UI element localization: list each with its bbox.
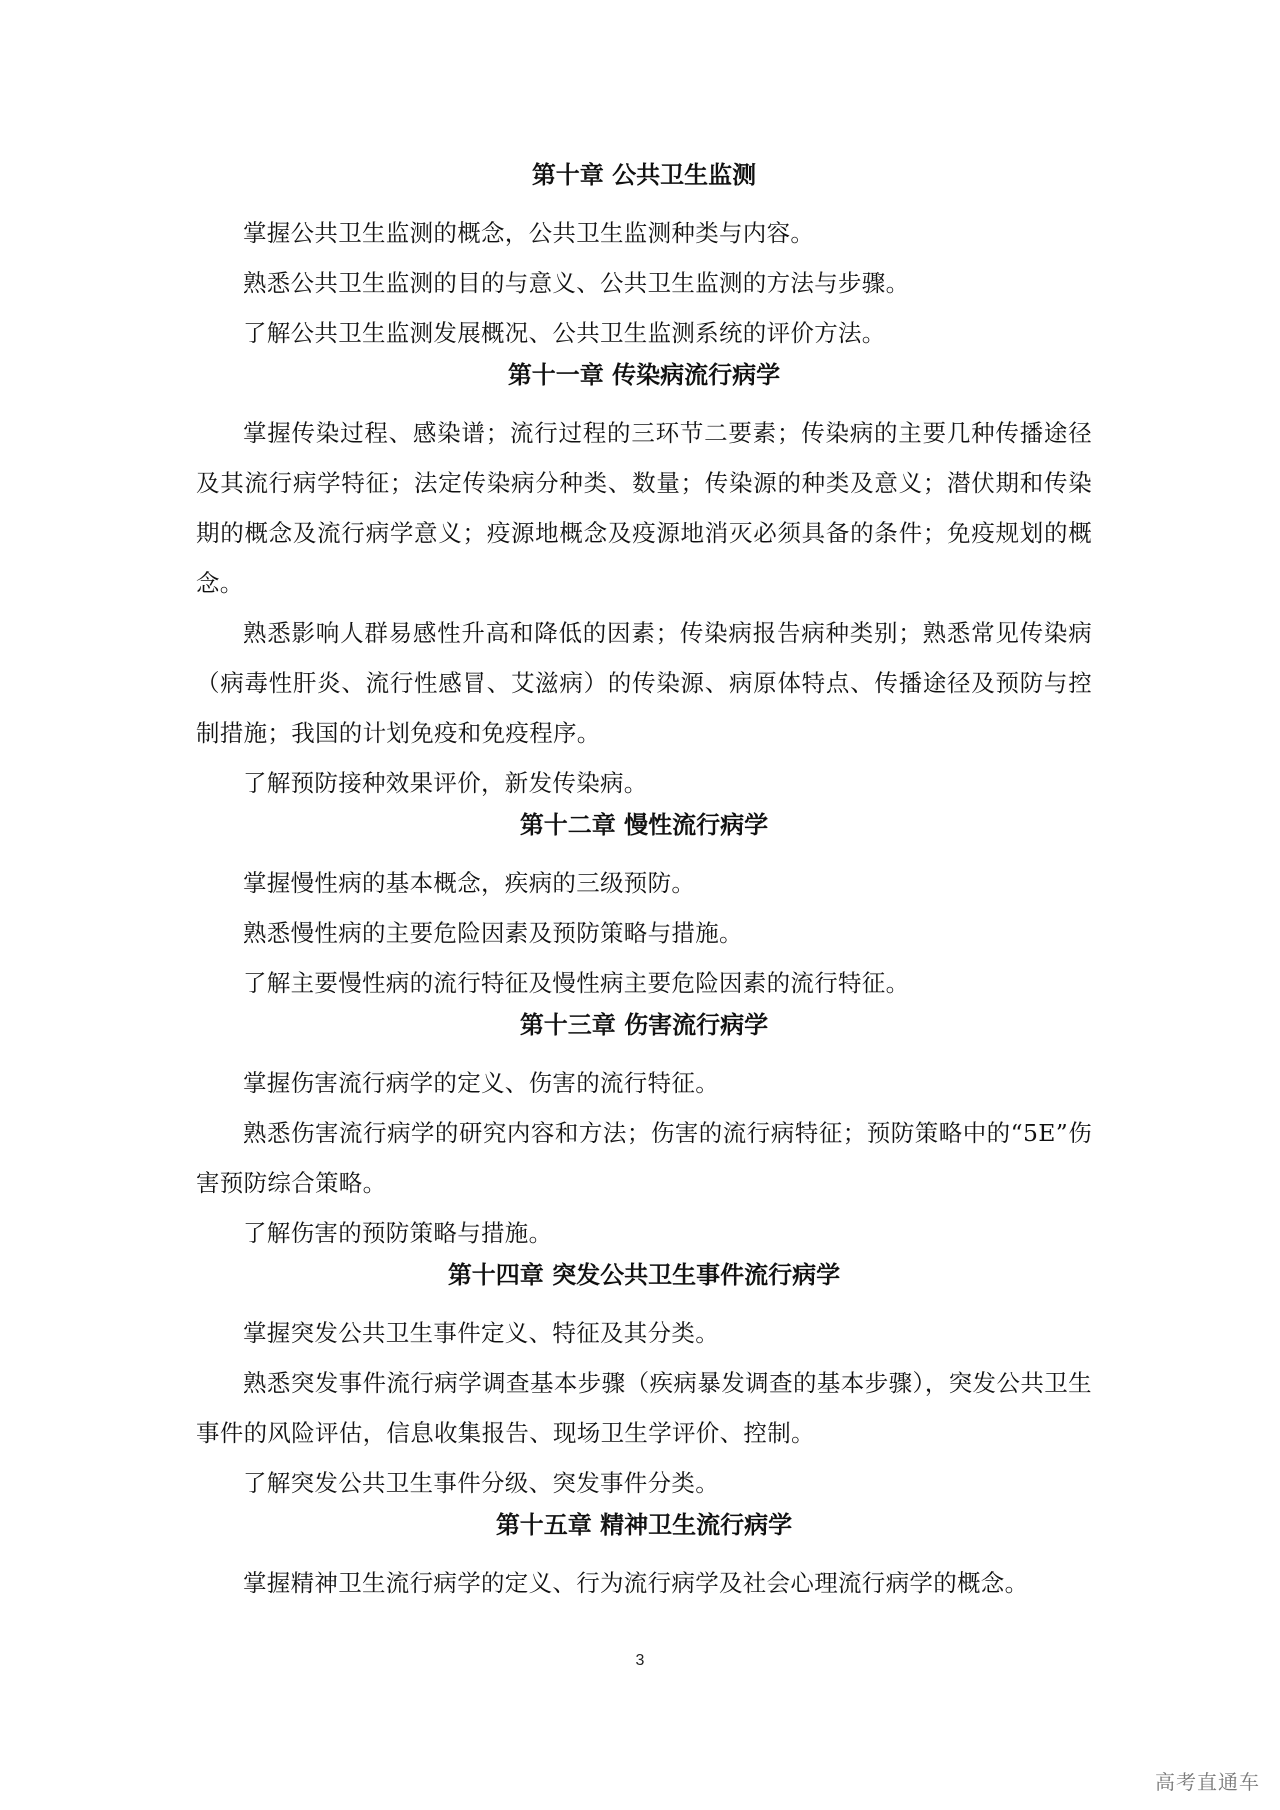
paragraph-master: 掌握传染过程、感染谱；流行过程的三环节二要素；传染病的主要几种传播途径及其流行病学特征；法定传染病分种类、数量；传染源的种类及意义；潜伏期和传染期的概念及流行病学意义；疫源地概念及疫源地消灭必须具备的条件；免疫规划的概念。 — [196, 419, 1092, 597]
paragraph-understand: 了解突发公共卫生事件分级、突发事件分类。 — [243, 1469, 719, 1497]
paragraph-understand: 了解预防接种效果评价，新发传染病。 — [243, 769, 648, 797]
page-number: 3 — [635, 1652, 645, 1669]
section-chapter-10 — [196, 158, 1092, 358]
paragraph-understand: 了解主要慢性病的流行特征及慢性病主要危险因素的流行特征。 — [243, 969, 910, 997]
paragraph-master: 掌握伤害流行病学的定义、伤害的流行特征。 — [243, 1069, 719, 1097]
chapter-heading: 第十一章 传染病流行病学 — [507, 361, 781, 389]
document-body — [196, 158, 1092, 1608]
paragraph-familiar: 熟悉影响人群易感性升高和降低的因素；传染病报告病种类别；熟悉常见传染病（病毒性肝炎、流行性感冒、艾滋病）的传染源、病原体特点、传播途径及预防与控制措施；我国的计划免疫和免疫程序。 — [196, 619, 1092, 747]
paragraph-master: 掌握慢性病的基本概念，疾病的三级预防。 — [243, 869, 696, 897]
paragraph-familiar: 熟悉慢性病的主要危险因素及预防策略与措施。 — [243, 919, 743, 947]
chapter-heading: 第十五章 精神卫生流行病学 — [495, 1511, 793, 1539]
section-chapter-11 — [196, 358, 1092, 808]
paragraph-familiar: 熟悉伤害流行病学的研究内容和方法；伤害的流行病特征；预防策略中的“5E”伤害预防综合策略。 — [196, 1119, 1092, 1197]
chapter-heading: 第十章 公共卫生监测 — [531, 161, 757, 189]
paragraph-master: 掌握公共卫生监测的概念，公共卫生监测种类与内容。 — [243, 219, 815, 247]
section-chapter-15 — [196, 1508, 1092, 1608]
paragraph-familiar: 熟悉公共卫生监测的目的与意义、公共卫生监测的方法与步骤。 — [243, 269, 910, 297]
paragraph-familiar: 熟悉突发事件流行病学调查基本步骤（疾病暴发调查的基本步骤），突发公共卫生事件的风险评估，信息收集报告、现场卫生学评价、控制。 — [196, 1369, 1092, 1447]
chapter-heading: 第十四章 突发公共卫生事件流行病学 — [447, 1261, 841, 1289]
section-chapter-13 — [196, 1008, 1092, 1258]
watermark: 高考直通车 — [1155, 1770, 1260, 1794]
paragraph-master: 掌握突发公共卫生事件定义、特征及其分类。 — [243, 1319, 719, 1347]
paragraph-understand: 了解公共卫生监测发展概况、公共卫生监测系统的评价方法。 — [243, 319, 886, 347]
section-chapter-14 — [196, 1258, 1092, 1508]
chapter-heading: 第十三章 伤害流行病学 — [519, 1011, 769, 1039]
paragraph-understand: 了解伤害的预防策略与措施。 — [243, 1219, 553, 1247]
section-chapter-12 — [196, 808, 1092, 1008]
chapter-heading: 第十二章 慢性流行病学 — [519, 811, 769, 839]
paragraph-master: 掌握精神卫生流行病学的定义、行为流行病学及社会心理流行病学的概念。 — [243, 1569, 1029, 1597]
